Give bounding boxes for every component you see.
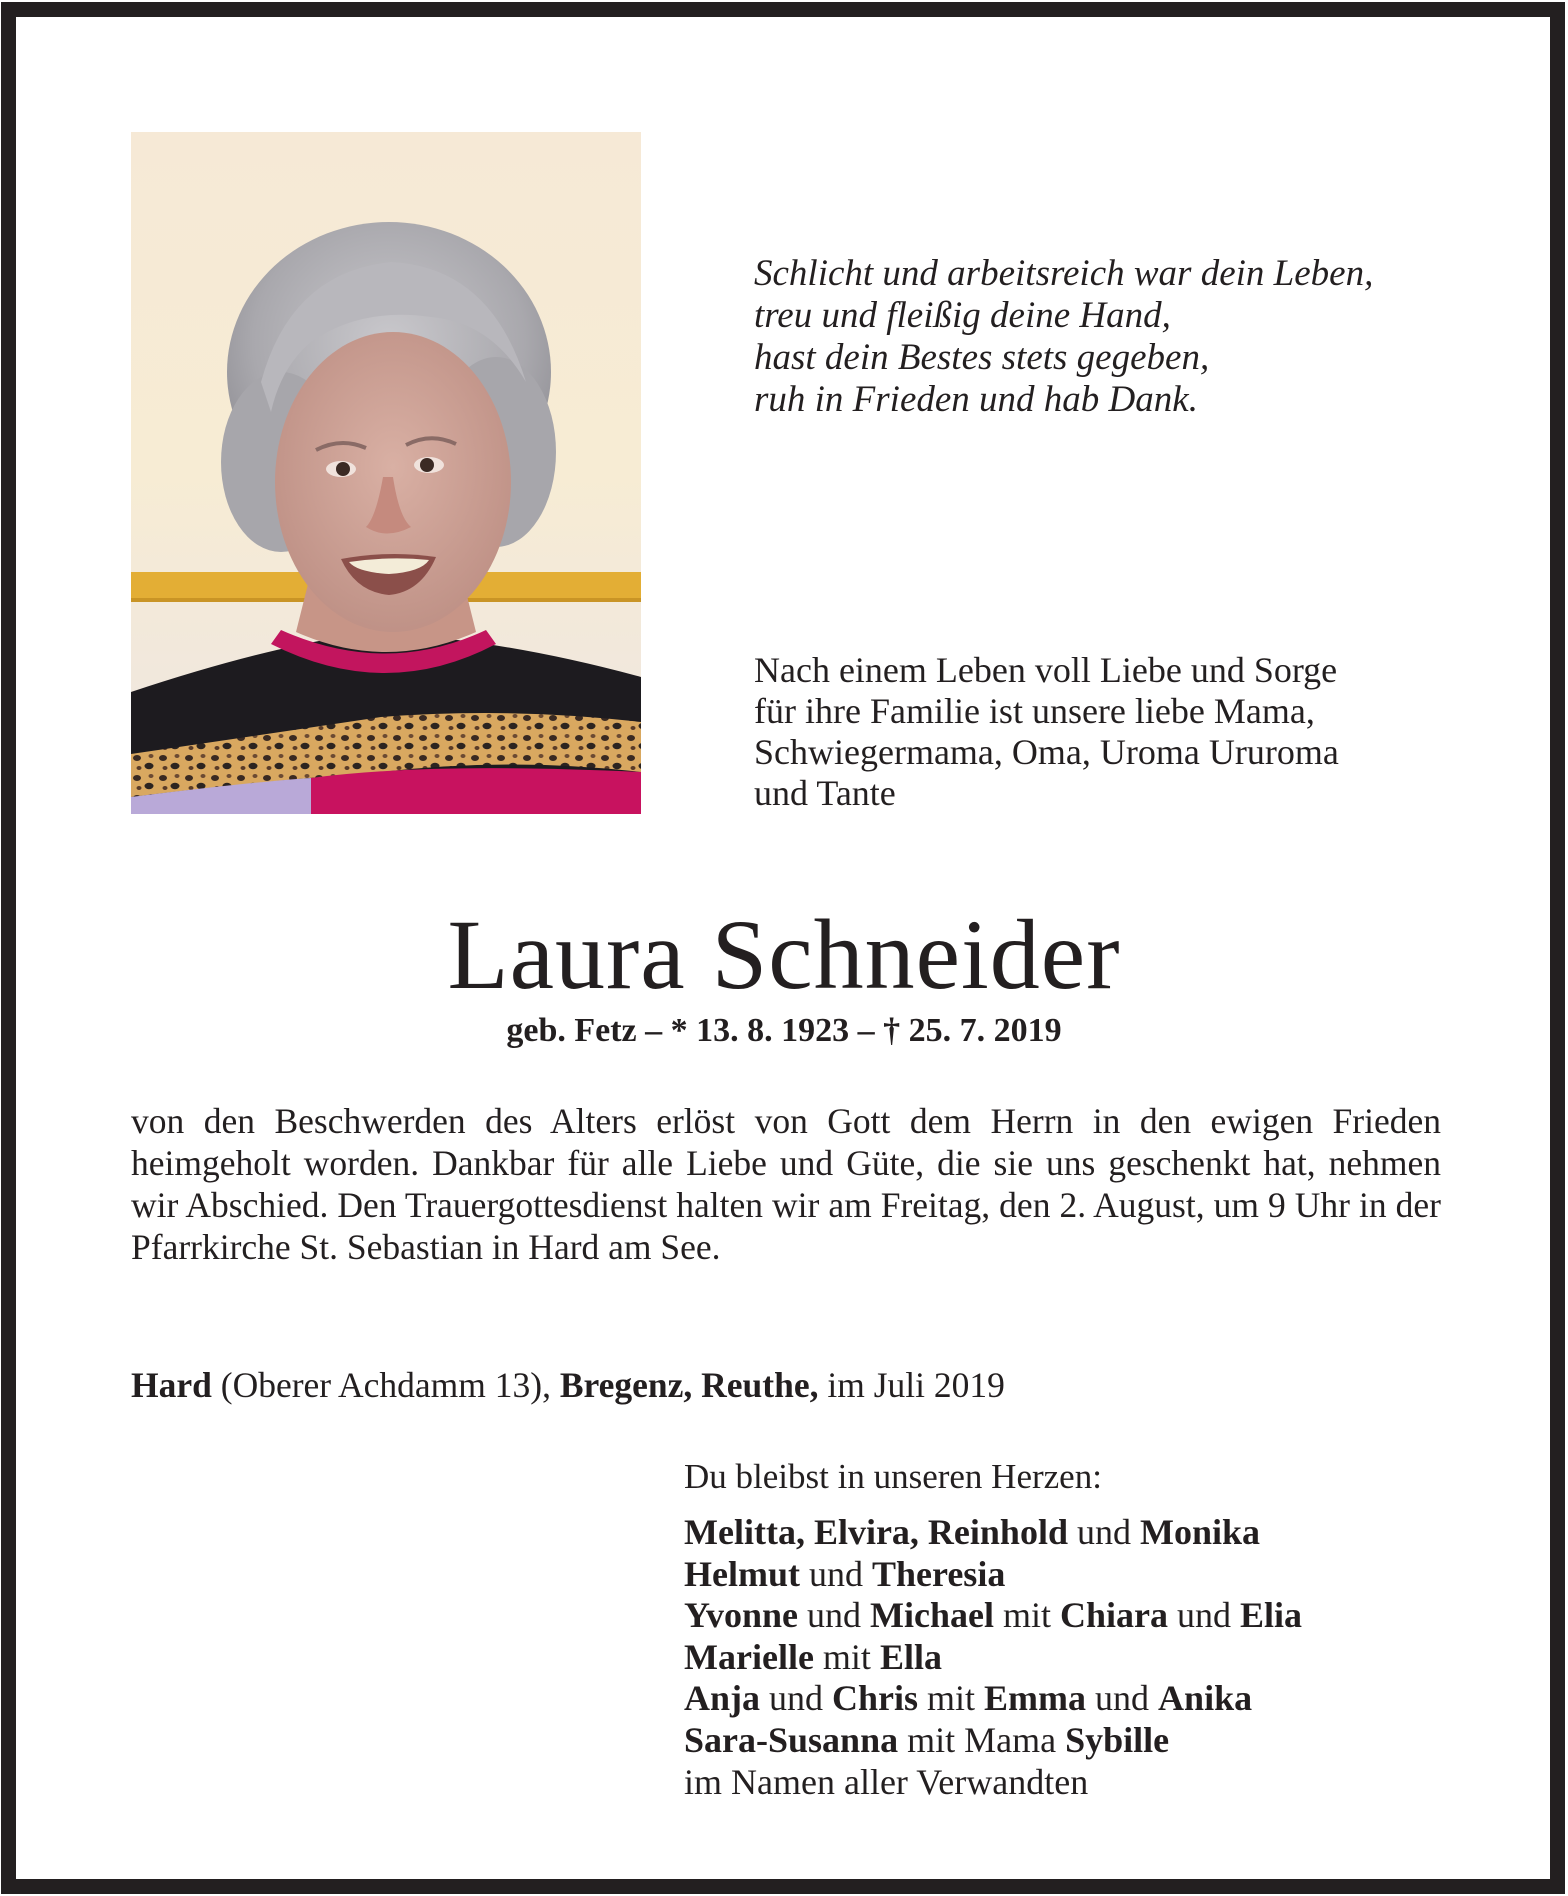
mourner-connector: und bbox=[1086, 1678, 1159, 1719]
place-date-line bbox=[131, 1364, 1005, 1406]
place-hard: Hard bbox=[131, 1365, 212, 1405]
intro-line: für ihre Familie ist unsere liebe Mama, bbox=[754, 691, 1315, 731]
intro-line: Schwiegermama, Oma, Uroma Ururoma bbox=[754, 732, 1339, 772]
mourner-name: Sara-Susanna bbox=[684, 1719, 899, 1760]
mourner-line bbox=[684, 1512, 1302, 1554]
intro-line: und Tante bbox=[754, 773, 896, 813]
deceased-name: Laura Schneider bbox=[447, 899, 1121, 1010]
mourner-name: Chiara bbox=[1060, 1595, 1169, 1636]
mourner-name: Elia bbox=[1240, 1595, 1303, 1636]
mourners-list bbox=[684, 1512, 1302, 1803]
mourner-connector: mit bbox=[918, 1678, 985, 1719]
mourner-name: Michael bbox=[870, 1595, 994, 1636]
intro-text bbox=[754, 650, 1339, 814]
mourner-name: Yvonne bbox=[684, 1595, 799, 1636]
intro-line: Nach einem Leben voll Liebe und Sorge bbox=[754, 650, 1338, 690]
mourner-connector: und bbox=[1067, 1512, 1140, 1552]
place-address: (Oberer Achdamm 13), bbox=[211, 1365, 560, 1405]
mourner-name: Ella bbox=[879, 1636, 942, 1677]
place-towns: Bregenz, Reuthe, bbox=[559, 1365, 819, 1405]
poem-line: ruh in Frieden und hab Dank. bbox=[754, 379, 1198, 420]
mourner-name: Theresia bbox=[871, 1553, 1006, 1594]
mourner-name: Melitta, Elvira, Reinhold bbox=[684, 1512, 1068, 1552]
portrait-image bbox=[131, 132, 641, 814]
mourner-line bbox=[684, 1595, 1302, 1637]
mourner-name: Anja bbox=[684, 1678, 761, 1719]
mourners-heading: Du bleibst in unseren Herzen: bbox=[684, 1457, 1102, 1496]
life-dates: geb. Fetz – * 13. 8. 1923 – † 25. 7. 2019 bbox=[506, 1012, 1062, 1049]
mourner-name: Chris bbox=[832, 1678, 919, 1719]
mourner-connector: mit Mama bbox=[898, 1719, 1066, 1760]
mourner-line bbox=[684, 1637, 1302, 1679]
mourner-name: Marielle bbox=[684, 1636, 814, 1677]
mourner-connector: im Namen aller Verwandten bbox=[684, 1761, 1089, 1802]
poem bbox=[754, 253, 1373, 421]
poem-line: Schlicht und arbeitsreich war dein Leben, bbox=[754, 253, 1374, 294]
place-date: im Juli 2019 bbox=[818, 1365, 1005, 1405]
mourner-connector: und bbox=[799, 1553, 872, 1594]
mourner-name: Anika bbox=[1158, 1678, 1253, 1719]
poem-line: treu und fleißig deine Hand, bbox=[754, 295, 1171, 336]
mourner-name: Sybille bbox=[1065, 1719, 1170, 1760]
mourner-connector: und bbox=[1168, 1595, 1241, 1636]
poem-line: hast dein Bestes stets gegeben, bbox=[754, 337, 1210, 378]
mourner-connector: und bbox=[760, 1678, 833, 1719]
mourner-connector: mit bbox=[994, 1595, 1061, 1636]
mourner-line bbox=[684, 1762, 1302, 1804]
mourner-connector: mit bbox=[813, 1636, 880, 1677]
mourner-name: Helmut bbox=[684, 1553, 800, 1594]
mourner-line bbox=[684, 1720, 1302, 1762]
portrait-photo bbox=[131, 132, 641, 814]
mourner-line bbox=[684, 1554, 1302, 1596]
mourner-name: Emma bbox=[984, 1678, 1087, 1719]
mourner-name: Monika bbox=[1139, 1512, 1261, 1552]
mourner-line bbox=[684, 1678, 1302, 1720]
mourner-connector: und bbox=[798, 1595, 871, 1636]
announcement-text: von den Beschwerden des Alters erlöst von Gott dem Herrn in den ewigen Frieden heimgeholt worden. Dankbar für alle Liebe und Güte, die sie uns geschenkt hat, nehmen wir Abschied. Den Trauergottesdienst halten wir am Freitag, den 2. August, um 9 Uhr in der Pfarrkirche St. Sebastian in Hard am See. bbox=[131, 1101, 1441, 1267]
